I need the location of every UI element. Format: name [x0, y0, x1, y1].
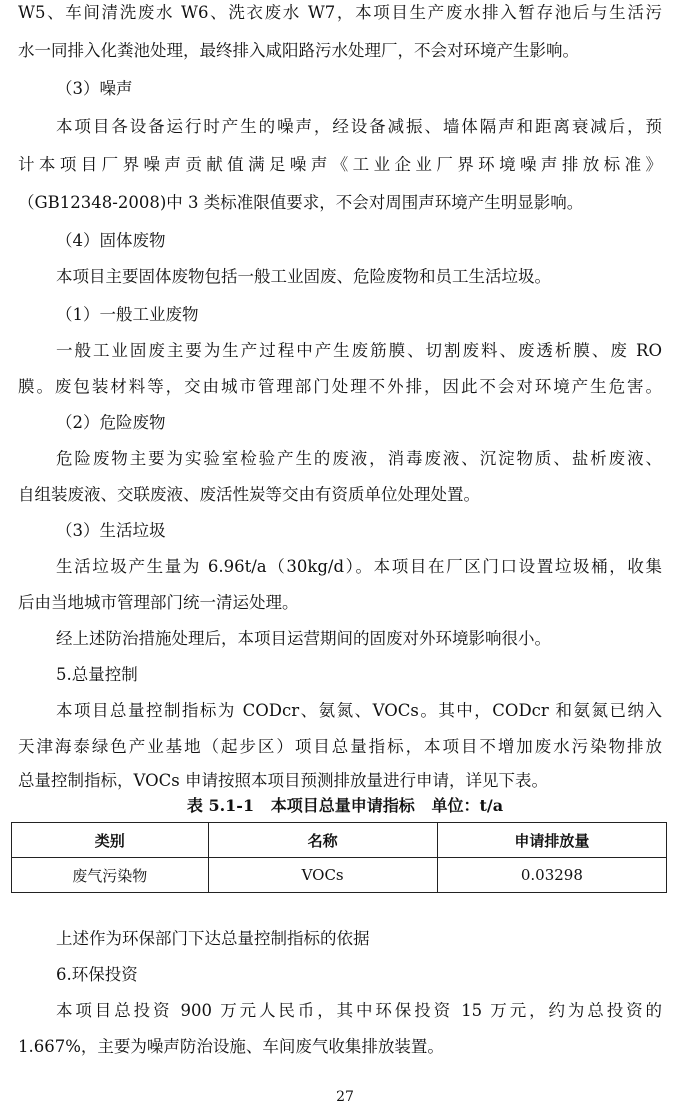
column-header: 类别 — [12, 823, 209, 858]
text-line: （GB12348-2008)中 3 类标准限值要求，不会对周围声环境产生明显影响。 — [18, 193, 584, 212]
data-table — [11, 822, 667, 893]
text-line: 本项目主要固体废物包括一般工业固废、危险废物和员工生活垃圾。 — [56, 267, 551, 286]
text-line: W5、车间清洗废水 W6、洗衣废水 W7，本项目生产废水排入暂存池后与生活污 — [18, 3, 662, 22]
page-number: 27 — [336, 1089, 354, 1105]
section-heading: 6.环保投资 — [56, 965, 138, 984]
text-line: 自组装废液、交联废液、废活性炭等交由有资质单位处理处置。 — [18, 485, 480, 504]
section-heading: 5.总量控制 — [56, 665, 138, 684]
text-line: 生活垃圾产生量为 6.96t/a（30kg/d）。本项目在厂区门口设置垃圾桶，收集 — [56, 557, 662, 576]
section-heading: （1）一般工业废物 — [56, 305, 199, 324]
table-cell: 废气污染物 — [12, 858, 209, 893]
table-row — [12, 858, 667, 893]
text-line: 经上述防治措施处理后，本项目运营期间的固废对外环境影响很小。 — [56, 629, 551, 648]
text-line: 计本项目厂界噪声贡献值满足噪声《工业企业厂界环境噪声排放标准》 — [18, 155, 662, 174]
column-header: 名称 — [208, 823, 437, 858]
text-line: 本项目总量控制指标为 CODcr、氨氮、VOCs。其中，CODcr 和氨氮已纳入 — [56, 701, 662, 720]
table-header-row — [12, 823, 667, 858]
text-line: 上述作为环保部门下达总量控制指标的依据 — [56, 929, 370, 948]
text-line: 一般工业固废主要为生产过程中产生废筋膜、切割废料、废透析膜、废 RO — [56, 341, 662, 360]
text-line: 膜。废包装材料等，交由城市管理部门处理不外排，因此不会对环境产生危害。 — [18, 377, 662, 396]
table-cell: VOCs — [208, 858, 437, 893]
text-line: 后由当地城市管理部门统一清运处理。 — [18, 593, 299, 612]
text-line: 本项目各设备运行时产生的噪声，经设备减振、墙体隔声和距离衰减后，预 — [56, 117, 662, 136]
table-cell: 0.03298 — [437, 858, 666, 893]
text-line: 本项目总投资 900 万元人民币，其中环保投资 15 万元，约为总投资的 — [56, 1001, 662, 1020]
section-heading: （3）噪声 — [56, 79, 133, 98]
section-heading: （3）生活垃圾 — [56, 521, 166, 540]
text-line: 危险废物主要为实验室检验产生的废液，消毒废液、沉淀物质、盐析废液、 — [56, 449, 662, 468]
text-line: 1.667%，主要为噪声防治设施、车间废气收集排放装置。 — [18, 1037, 444, 1056]
column-header: 申请排放量 — [437, 823, 666, 858]
text-line: 天津海泰绿色产业基地（起步区）项目总量指标，本项目不增加废水污染物排放 — [18, 737, 662, 756]
table-caption: 表 5.1-1 本项目总量申请指标 单位：t/a — [186, 796, 504, 815]
text-line: 水一同排入化粪池处理，最终排入咸阳路污水处理厂，不会对环境产生影响。 — [18, 41, 579, 60]
section-heading: （4）固体废物 — [56, 231, 166, 250]
text-line: 总量控制指标，VOCs 申请按照本项目预测排放量进行申请，详见下表。 — [18, 771, 548, 790]
section-heading: （2）危险废物 — [56, 413, 166, 432]
